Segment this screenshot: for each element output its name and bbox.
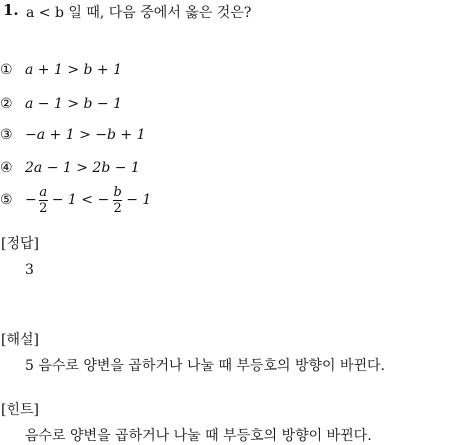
option-marker: ⑤ — [0, 192, 13, 208]
fraction-denominator: 2 — [39, 200, 48, 216]
fraction-numerator: a — [39, 184, 48, 200]
expr-middle: − 1 < − — [51, 192, 110, 208]
explanation-text: 5 음수로 양변을 곱하거나 나눌 때 부등호의 방향이 바뀐다. — [25, 358, 386, 374]
option-expression: −a + 1 > −b + 1 — [25, 127, 146, 143]
question-text: a < b 일 때, 다음 중에서 옳은 것은? — [26, 5, 252, 21]
option-expression: a + 1 > b + 1 — [25, 62, 123, 78]
option-marker: ④ — [0, 160, 13, 176]
answer-value: 3 — [25, 262, 34, 278]
option-marker: ① — [0, 62, 13, 78]
hint-label: [힌트] — [1, 402, 39, 418]
answer-label: [정답] — [1, 236, 39, 252]
fraction-denominator: 2 — [113, 200, 122, 216]
option-marker: ③ — [0, 127, 13, 143]
fraction-numerator: b — [113, 184, 122, 200]
fraction-b-over-2 — [113, 185, 122, 216]
fraction-a-over-2 — [39, 185, 48, 216]
expr-suffix: − 1 — [126, 192, 152, 208]
hint-text: 음수로 양변을 곱하거나 나눌 때 부등호의 방향이 바뀐다. — [25, 428, 372, 444]
option-expression: a − 1 > b − 1 — [25, 96, 123, 112]
option-expression — [25, 180, 151, 220]
question-number: 1. — [3, 1, 19, 19]
explanation-label: [해설] — [1, 332, 39, 348]
expr-prefix: − — [25, 192, 37, 208]
option-expression: 2a − 1 > 2b − 1 — [25, 160, 140, 176]
option-marker: ② — [0, 96, 13, 112]
